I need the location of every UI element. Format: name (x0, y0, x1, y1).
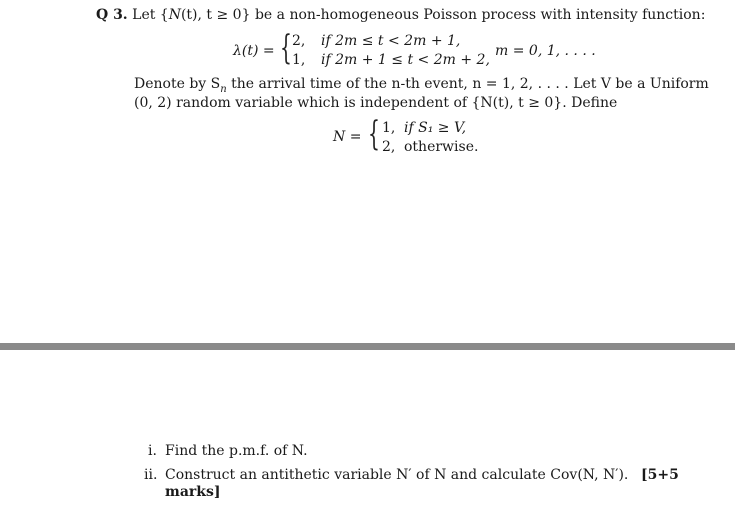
lambda-lhs: λ(t) = (233, 43, 275, 59)
question-label: Q 3. (96, 7, 128, 23)
n-case2-condition: otherwise. (404, 139, 479, 155)
m-range: m = 0, 1, . . . . (495, 43, 596, 59)
question-intro-n: N (168, 7, 181, 23)
marks-line-1: [5+5 (641, 467, 679, 483)
question-header (96, 7, 705, 23)
part-i-label: i. (148, 443, 157, 459)
n-lhs: N = (333, 129, 362, 145)
lambda-brace: { (280, 28, 292, 68)
lambda-case1-condition: if 2m ≤ t < 2m + 1, (321, 33, 461, 49)
part-ii-text: Construct an antithetic variable N′ of N and calculate Cov(N, N′). (165, 467, 629, 483)
paragraph-line-2: (0, 2) random variable which is independent of {N(t), t ≥ 0}. Define (134, 95, 618, 111)
marks-line-2: marks] (165, 484, 221, 500)
n-case2-value: 2, (382, 139, 396, 155)
n-case1-condition: if S₁ ≥ V, (404, 120, 467, 136)
paragraph-line-1-rest: the arrival time of the n-th event, n = 1, 2, . . . . Let V be a Uniform (226, 76, 709, 92)
paragraph-line-1-subscript: n (220, 83, 227, 95)
n-case1-value: 1, (382, 120, 396, 136)
page-divider (0, 343, 735, 350)
part-i-text: Find the p.m.f. of N. (165, 443, 308, 459)
n-brace: { (368, 114, 380, 154)
part-ii-label: ii. (144, 467, 158, 483)
paragraph-line-1-start: Denote by S (134, 76, 221, 92)
lambda-case2-condition: if 2m + 1 ≤ t < 2m + 2, (321, 52, 490, 68)
question-intro-pre: Let { (132, 7, 169, 23)
lambda-case2-value: 1, (292, 52, 306, 68)
lambda-case1-value: 2, (292, 33, 306, 49)
paragraph-line-1 (134, 76, 709, 95)
question-intro-post: be a non-homogeneous Poisson process with intensity function: (254, 7, 706, 23)
question-intro-t: (t), t ≥ 0} (180, 7, 251, 23)
